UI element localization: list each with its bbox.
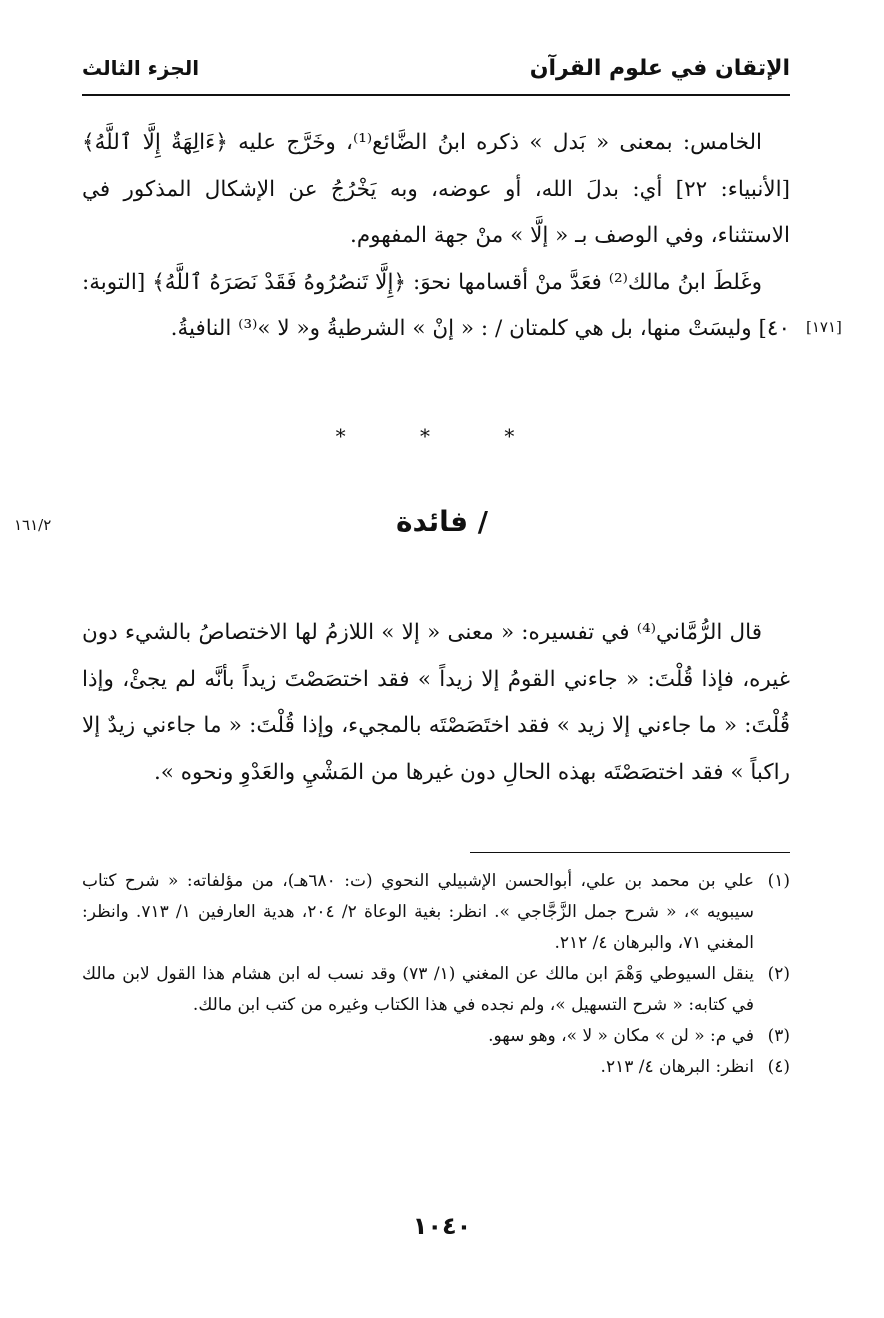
paragraph-1: الخامس: بمعنى « بَدل » ذكره ابنُ الضَّائع⁽¹⁾، وخَرَّج عليه ﴿ءَالِهَةٌ إِلَّا ٱللَّهُ﴾ [الأنبياء: ٢٢] أي: بدلَ الله، أو عوضه، وبه يَخْرُجُ عن الإشكال المذكور في الاستثناء، وفي الوصف بـ « إلَّا » منْ جهة المفهوم. [82,130,790,248]
paragraph-3: قال الرُّمَّاني⁽⁴⁾ في تفسيره: « معنى « إلا » اللازمُ لها الاختصاصُ بالشيء دون غيره، فإذا قُلْتَ: « جاءني القومُ إلا زيداً » فقد اختصَصْتَ زيداً بأنَّه لم يجئْ، وإذا قُلْتَ: « ما جاءني إلا زيد » فقد اختَصَصْتَه بالمجيء، وإذا قُلْتَ: « ما جاءني زيدٌ إلا راكباً » فقد اختصَصْتَه بهذه الحالِ دون غيرها من المَشْيِ والعَدْوِ ونحوه ». [82,620,790,785]
volume-label: الجزء الثالث [82,56,200,80]
footnote [82,866,790,959]
footnote-number: (٢) [767,964,790,984]
book-title: الإتقان في علوم القرآن [529,56,790,81]
margin-note-manuscript: [١٧١] [806,318,842,336]
running-header [82,52,790,92]
footnote-rule [470,852,790,853]
header-rule [82,94,790,96]
section-2-text [82,610,790,796]
footnote-text: ينقل السيوطي وَهْمَ ابن مالك عن المغني (١/ ٧٣) وقد نسب له ابن هشام هذا القول لابن مالك في كتابه: « شرح التسهيل »، ولم نجده في هذا الكتاب وغيره من كتب ابن مالك. [82,964,754,1015]
footnote-number: (١) [767,871,790,891]
footnote-text: انظر: البرهان ٤/ ٢١٣. [600,1057,754,1077]
footnote [82,1021,790,1052]
footnote-text: في م: « لن » مكان « لا »، وهو سهو. [488,1026,754,1046]
footnote-number: (٤) [767,1057,790,1077]
paragraph-2: وغَلطَ ابنُ مالك⁽²⁾ فعَدَّ منْ أقسامها نحوَ: ﴿إِلَّا تَنصُرُوهُ فَقَدْ نَصَرَهُ ٱللَّهُ﴾ [التوبة: ٤٠] وليسَتْ منها، بل هي كلمتان / : « إنْ » الشرطيةُ و« لا »⁽³⁾ النافيةُ. [82,269,790,341]
section-1-text [82,120,790,353]
footnote-number: (٣) [767,1026,790,1046]
page-number: ١٠٤٠ [412,1212,472,1240]
section-title: / فائدة [395,505,489,538]
section-separator: * * * [335,424,549,448]
footnotes [82,866,790,1083]
footnote-text: علي بن محمد بن علي، أبوالحسن الإشبيلي النحوي (ت: ٦٨٠هـ)، من مؤلفاته: « شرح كتاب سيبويه »، « شرح جمل الزَّجَّاجي ». انظر: بغية الوعاة ٢/ ٢٠٤، هدية العارفين ١/ ٧١٣. وانظر: المغني ٧١، والبرهان ٤/ ٢١٢. [82,871,754,953]
margin-note-edition: ١٦١/٢ [14,516,52,534]
footnote [82,959,790,1021]
footnote [82,1052,790,1083]
